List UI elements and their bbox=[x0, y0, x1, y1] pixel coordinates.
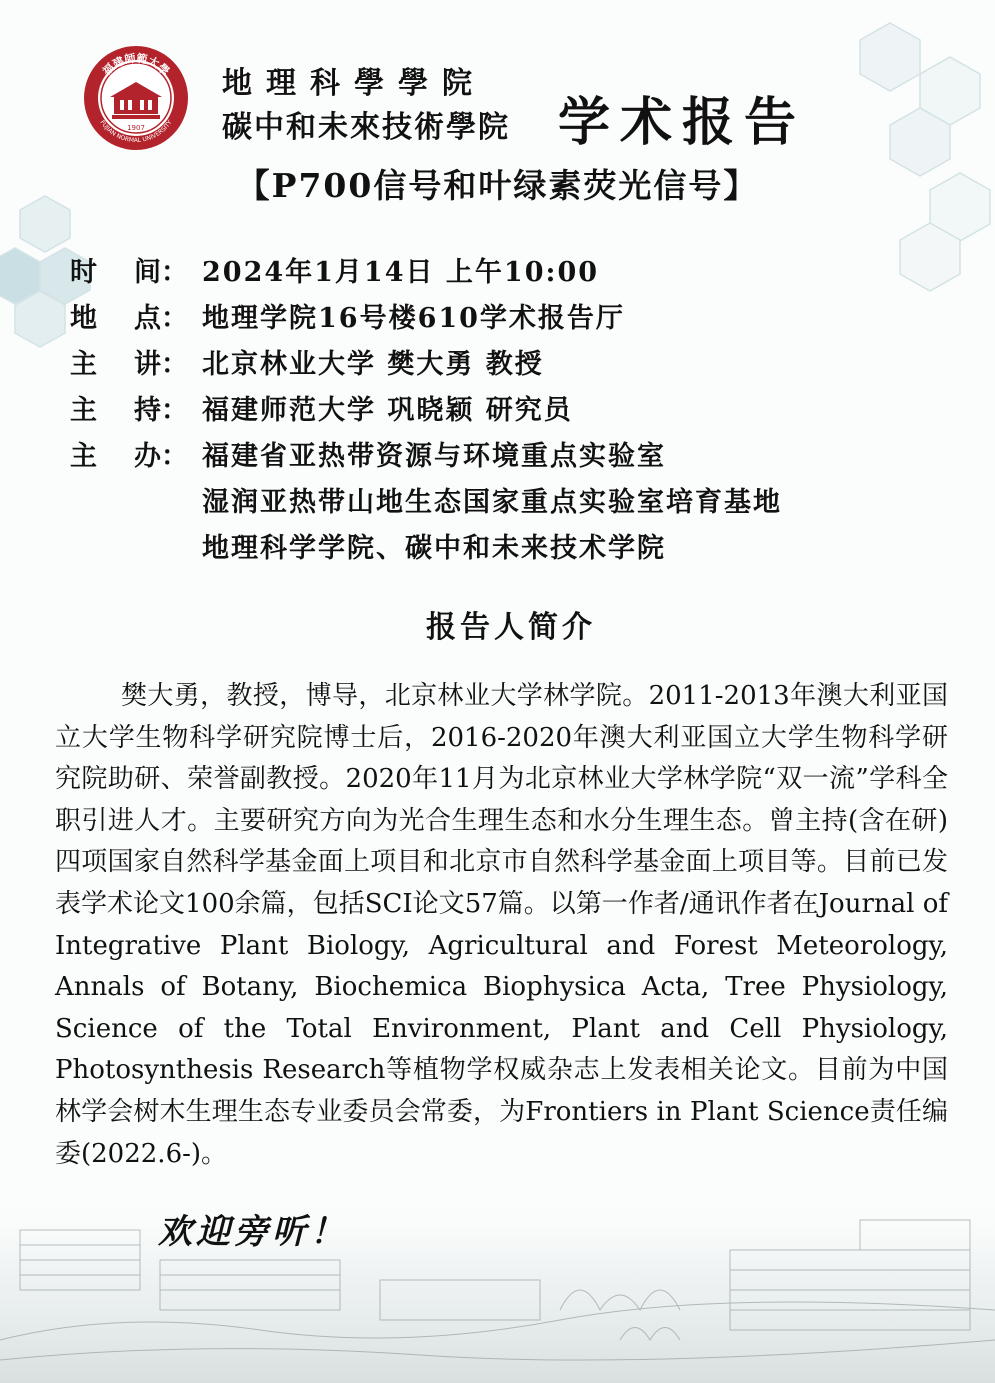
institute-name-line2: 碳中和未來技術學院 bbox=[222, 110, 510, 145]
logo-year: 1907 bbox=[127, 124, 145, 132]
info-speaker-value: 北京林业大学 樊大勇 教授 bbox=[202, 349, 544, 380]
campus-sketch-icon bbox=[0, 1190, 995, 1383]
info-host-label1: 主 bbox=[70, 395, 97, 426]
bio-heading: 报告人简介 bbox=[426, 610, 596, 645]
info-host-row bbox=[70, 388, 200, 427]
info-place-value: 地理学院16号楼610学术报告厅 bbox=[202, 303, 625, 334]
welcome-text: 欢迎旁听！ bbox=[158, 1212, 348, 1252]
info-organizer-line3: 地理科学学院、碳中和未来技术学院 bbox=[202, 533, 666, 564]
institute-name-line1: 地理科學學院 bbox=[222, 66, 486, 101]
info-time-label2: 间： bbox=[134, 257, 188, 288]
info-speaker-row bbox=[70, 342, 200, 381]
report-topic: 【P700信号和叶绿素荧光信号】 bbox=[236, 166, 759, 205]
info-organizer-line1: 福建省亚热带资源与环境重点实验室 bbox=[202, 441, 666, 472]
info-organizer-label2: 办： bbox=[134, 441, 188, 472]
info-host-label2: 持： bbox=[134, 395, 188, 426]
info-time-value: 2024年1月14日 上午10:00 bbox=[202, 257, 600, 288]
info-speaker-label1: 主 bbox=[70, 349, 97, 380]
bio-paragraph: 樊大勇，教授，博导，北京林业大学林学院。2011-2013年澳大利亚国立大学生物科学研究院博士后，2016-2020年澳大利亚国立大学生物科学研究院助研、荣誉副教授。2020年11月为北京林业大学林学院“双一流”学科全职引进人才。主要研究方向为光合生理生态和水分生理生态。曾主持(含在研)四项国家自然科学基金面上项目和北京市自然科学基金面上项目等。目前已发表学术论文100余篇，包括SCI论文57篇。以第一作者/通讯作者在Journal of Integrative Plant Biology, Agricultural and Forest Meteorology, Annals of Botany, Biochemica Biophysica Acta, Tree Physiology, Science of the Total Environment, Plant and Cell Physiology, Photosynthesis Research等植物学权威杂志上发表相关论文。目前为中国林学会树木生理生态专业委员会常委，为Frontiers in Plant Science责任编委(2022.6-)。 bbox=[55, 681, 948, 1169]
university-seal-icon bbox=[82, 44, 190, 152]
logo-text-bottom: FUJIAN NORMAL UNIVERSITY bbox=[98, 119, 174, 145]
bio-text bbox=[55, 676, 948, 1175]
info-organizer-line2: 湿润亚热带山地生态国家重点实验室培育基地 bbox=[202, 487, 782, 518]
logo-text-top: 福建師範大學 bbox=[100, 51, 172, 79]
info-place-label2: 点： bbox=[134, 303, 188, 334]
info-speaker-label2: 讲： bbox=[134, 349, 188, 380]
info-time-row bbox=[70, 250, 200, 289]
info-time-label1: 时 bbox=[70, 257, 97, 288]
info-host-value: 福建师范大学 巩晓颖 研究员 bbox=[202, 395, 573, 426]
report-title: 学术报告 bbox=[558, 92, 807, 153]
info-organizer-label1: 主 bbox=[70, 441, 97, 472]
info-place-label1: 地 bbox=[70, 303, 97, 334]
info-place-row bbox=[70, 296, 200, 335]
info-organizer-row bbox=[70, 434, 200, 473]
